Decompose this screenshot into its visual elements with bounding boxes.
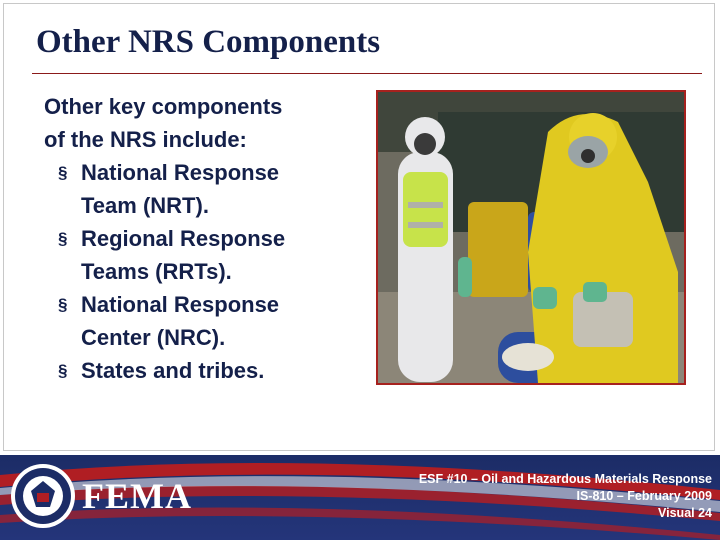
bullet-icon: § — [58, 229, 68, 248]
bullet-text-line: States and tribes. — [81, 358, 265, 383]
bullet-list — [44, 156, 364, 387]
bullet-icon: § — [58, 295, 68, 314]
bullet-icon: § — [58, 361, 68, 380]
course-code-date: IS-810 – February 2009 — [576, 489, 712, 503]
bullet-text-line: Teams (RRTs). — [81, 259, 232, 284]
photo-illustration — [378, 92, 684, 383]
hazmat-responders-photo — [376, 90, 686, 385]
bullet-icon: § — [58, 163, 68, 182]
list-item — [44, 288, 364, 354]
fema-logo: FEMA — [82, 476, 192, 516]
title-divider — [32, 73, 702, 74]
bullet-text-line: Center (NRC). — [81, 325, 226, 350]
footer-banner — [0, 455, 720, 540]
list-item — [44, 222, 364, 288]
bullet-text-line: Regional Response — [81, 226, 286, 251]
slide-title: Other NRS Components — [36, 24, 381, 60]
visual-number: Visual 24 — [658, 506, 712, 520]
bullet-text-line: National Response — [81, 292, 280, 317]
course-title: ESF #10 – Oil and Hazardous Materials Response — [418, 472, 712, 486]
intro-line-2: of the NRS include: — [44, 127, 247, 152]
list-item — [44, 156, 364, 222]
dhs-seal-icon — [10, 463, 76, 529]
footer-text — [419, 471, 712, 522]
intro-line-1: Other key components — [44, 94, 283, 119]
list-item — [44, 354, 364, 387]
bullet-text-line: National Response — [81, 160, 280, 185]
body-text — [44, 90, 364, 387]
bullet-text-line: Team (NRT). — [81, 193, 209, 218]
